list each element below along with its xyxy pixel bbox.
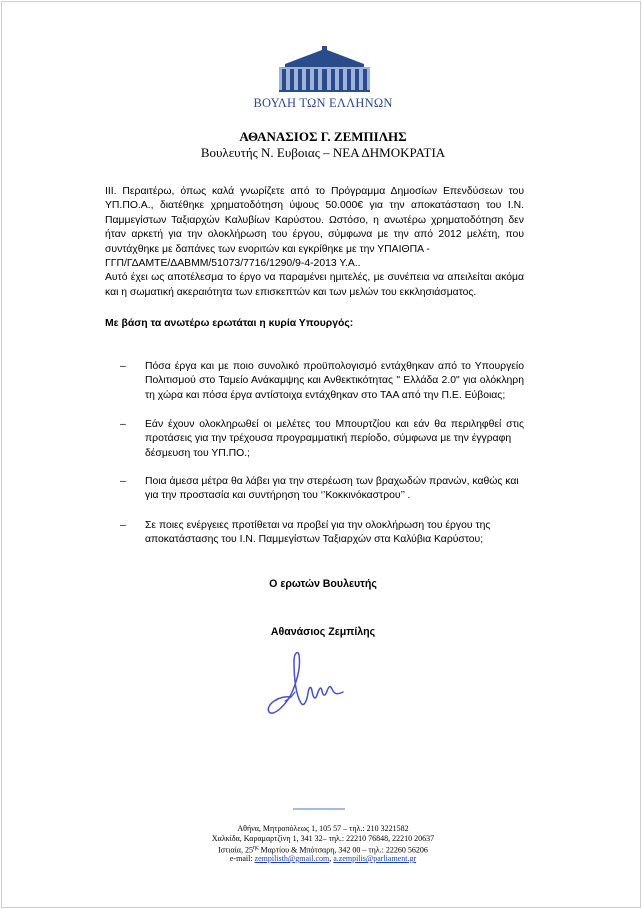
question-text: [145, 360, 524, 403]
question-line: Πολιτισμού στο Ταμείο Ανάκαμψης και Ανθεκτικότητας " Ελλάδα 2.0" για ολόκληρη: [145, 375, 524, 387]
email-label: e-mail:: [229, 854, 255, 863]
question-item: [105, 519, 524, 548]
question-line: προτάσεις για την τρέχουσα προγραμματική περίοδο, σύμφωνα με την έγγραφη: [145, 433, 512, 445]
body-line: Αυτό έχει ως αποτέλεσμα το έργο να παραμένει ημιτελές, με συνέπεια να απειλείται ακόμα: [105, 272, 524, 284]
body-paragraph: [105, 185, 524, 300]
handwritten-signature-icon: [257, 645, 372, 717]
question-line: Ποια άμεσα μέτρα θα λάβει για την στερέωση των βραχωδών πρανών, καθώς και: [145, 476, 519, 487]
footer-istiaia-part1: Ιστιαία, 25: [218, 845, 253, 855]
question-text: [145, 418, 524, 461]
question-item: [105, 418, 524, 461]
body-line: ΥΠ.ΠΟ.Α., διατέθηκε χρηματοδότηση ύψους 50.000€ για την αποκατάσταση του Ι.Ν.: [105, 200, 524, 212]
footer-address-chalkida: Χαλκίδα, Καραμαρτζίνη 1, 341 32– τηλ.: 22210 76848, 22210 20637: [211, 834, 435, 843]
document-page: [1, 1, 641, 908]
mp-subtitle: Βουλευτής Ν. Ευβοιας – ΝΕΑ ΔΗΜΟΚΡΑΤΙΑ: [200, 145, 446, 160]
question-item: [105, 360, 524, 403]
signatory-name: Αθανάσιος Ζεμπίλης: [270, 626, 376, 638]
dash-bullet: –: [120, 476, 126, 487]
footer-divider: [293, 808, 345, 810]
dash-bullet: –: [120, 361, 126, 372]
question-line: τη χώρα και πόσα έργα αντίστοιχα εντάχθηκαν στο ΤΑΑ από την Π.Ε. Εύβοιας;: [145, 389, 506, 401]
question-line: Εάν έχουν ολοκληρωθεί οι μελέτες του Μπουρτζίου και εάν θα περιληφθεί στις: [145, 419, 524, 430]
footer-istiaia-part2: Μαρτίου & Μπότσαρη, 342 00 – τηλ.: 22260 56206: [258, 845, 428, 855]
body-line: Παμμεγίστων Ταξιαρχών Καλυβίων Καρύστου. Ωστόσο, η ανωτέρω χρηματοδότηση δεν ήταν: [105, 214, 524, 241]
question-intro: Με βάση τα ανωτέρω ερωτάται η κυρία Υπουργός:: [105, 318, 354, 329]
logo-text: ΒΟΥΛΗ ΤΩΝ ΕΛΛΗΝΩΝ: [253, 96, 393, 110]
footer-email-line: [122, 854, 524, 864]
question-item: [105, 475, 524, 504]
question-line: Πόσα έργα και με ποιο συνολικό προϋπολογισμό εντάχθηκαν από το Υπουργείο: [145, 361, 524, 372]
body-line: αρκετή για την ολοκλήρωση του έργου, σύμφωνα με την από 2012 μελέτη, που συντάχθηκε: [105, 229, 525, 255]
parliament-logo-icon: [277, 46, 372, 92]
footer-istiaia-sup: ης: [252, 845, 259, 851]
email-link-parliament[interactable]: a.zempilis@parliament.gr: [333, 854, 417, 863]
question-text: [145, 475, 524, 504]
question-text: [145, 519, 524, 548]
body-line: και η σωματική ακεραιότητα των επισκεπτών και των μελών του εκκλησιάσματος.: [105, 286, 477, 298]
question-line: δέσμευση του ΥΠ.ΠΟ.;: [145, 447, 251, 459]
body-line: ΙΙΙ. Περαιτέρω, όπως καλά γνωρίζετε από το Πρόγραμμα Δημοσίων Επενδύσεων του: [105, 186, 524, 197]
question-line: Σε ποιες ενέργειες προτίθεται να προβεί για την ολοκλήρωση του έργου της: [145, 520, 491, 531]
mp-name-heading: ΑΘΑΝΑΣΙΟΣ Γ. ΖΕΜΠΙΛΗΣ: [239, 129, 407, 144]
dash-bullet: –: [120, 520, 126, 531]
dash-bullet: –: [120, 419, 126, 430]
body-line: με δαπάνες των ενοριτών και εγκρίθηκε με την ΥΠΑΙΘΠΑ -: [162, 243, 430, 255]
question-line: αποκατάστασης του Ι.Ν. Παμμεγίστων Ταξιαρχών στα Καλύβια Καρύστου;: [145, 534, 484, 546]
body-line: ΓΓΠ/ΓΔΑΜΤΕ/ΔΑΒΜΜ/51073/7716/1290/9-4-2013 Υ.Α..: [105, 258, 361, 270]
closing-title: Ο ερωτών Βουλευτής: [269, 578, 377, 590]
footer-address-athens: Αθήνα, Μητροπόλεως 1, 105 57 – τηλ.: 210 3221582: [237, 824, 409, 833]
email-link-gmail[interactable]: zempilisth@gmail.com: [254, 854, 330, 863]
email-separator: ,: [329, 854, 334, 863]
question-line: για την προστασία και συντήρηση του ‘’Κοκκινόκαστρου’’ .: [145, 490, 411, 502]
